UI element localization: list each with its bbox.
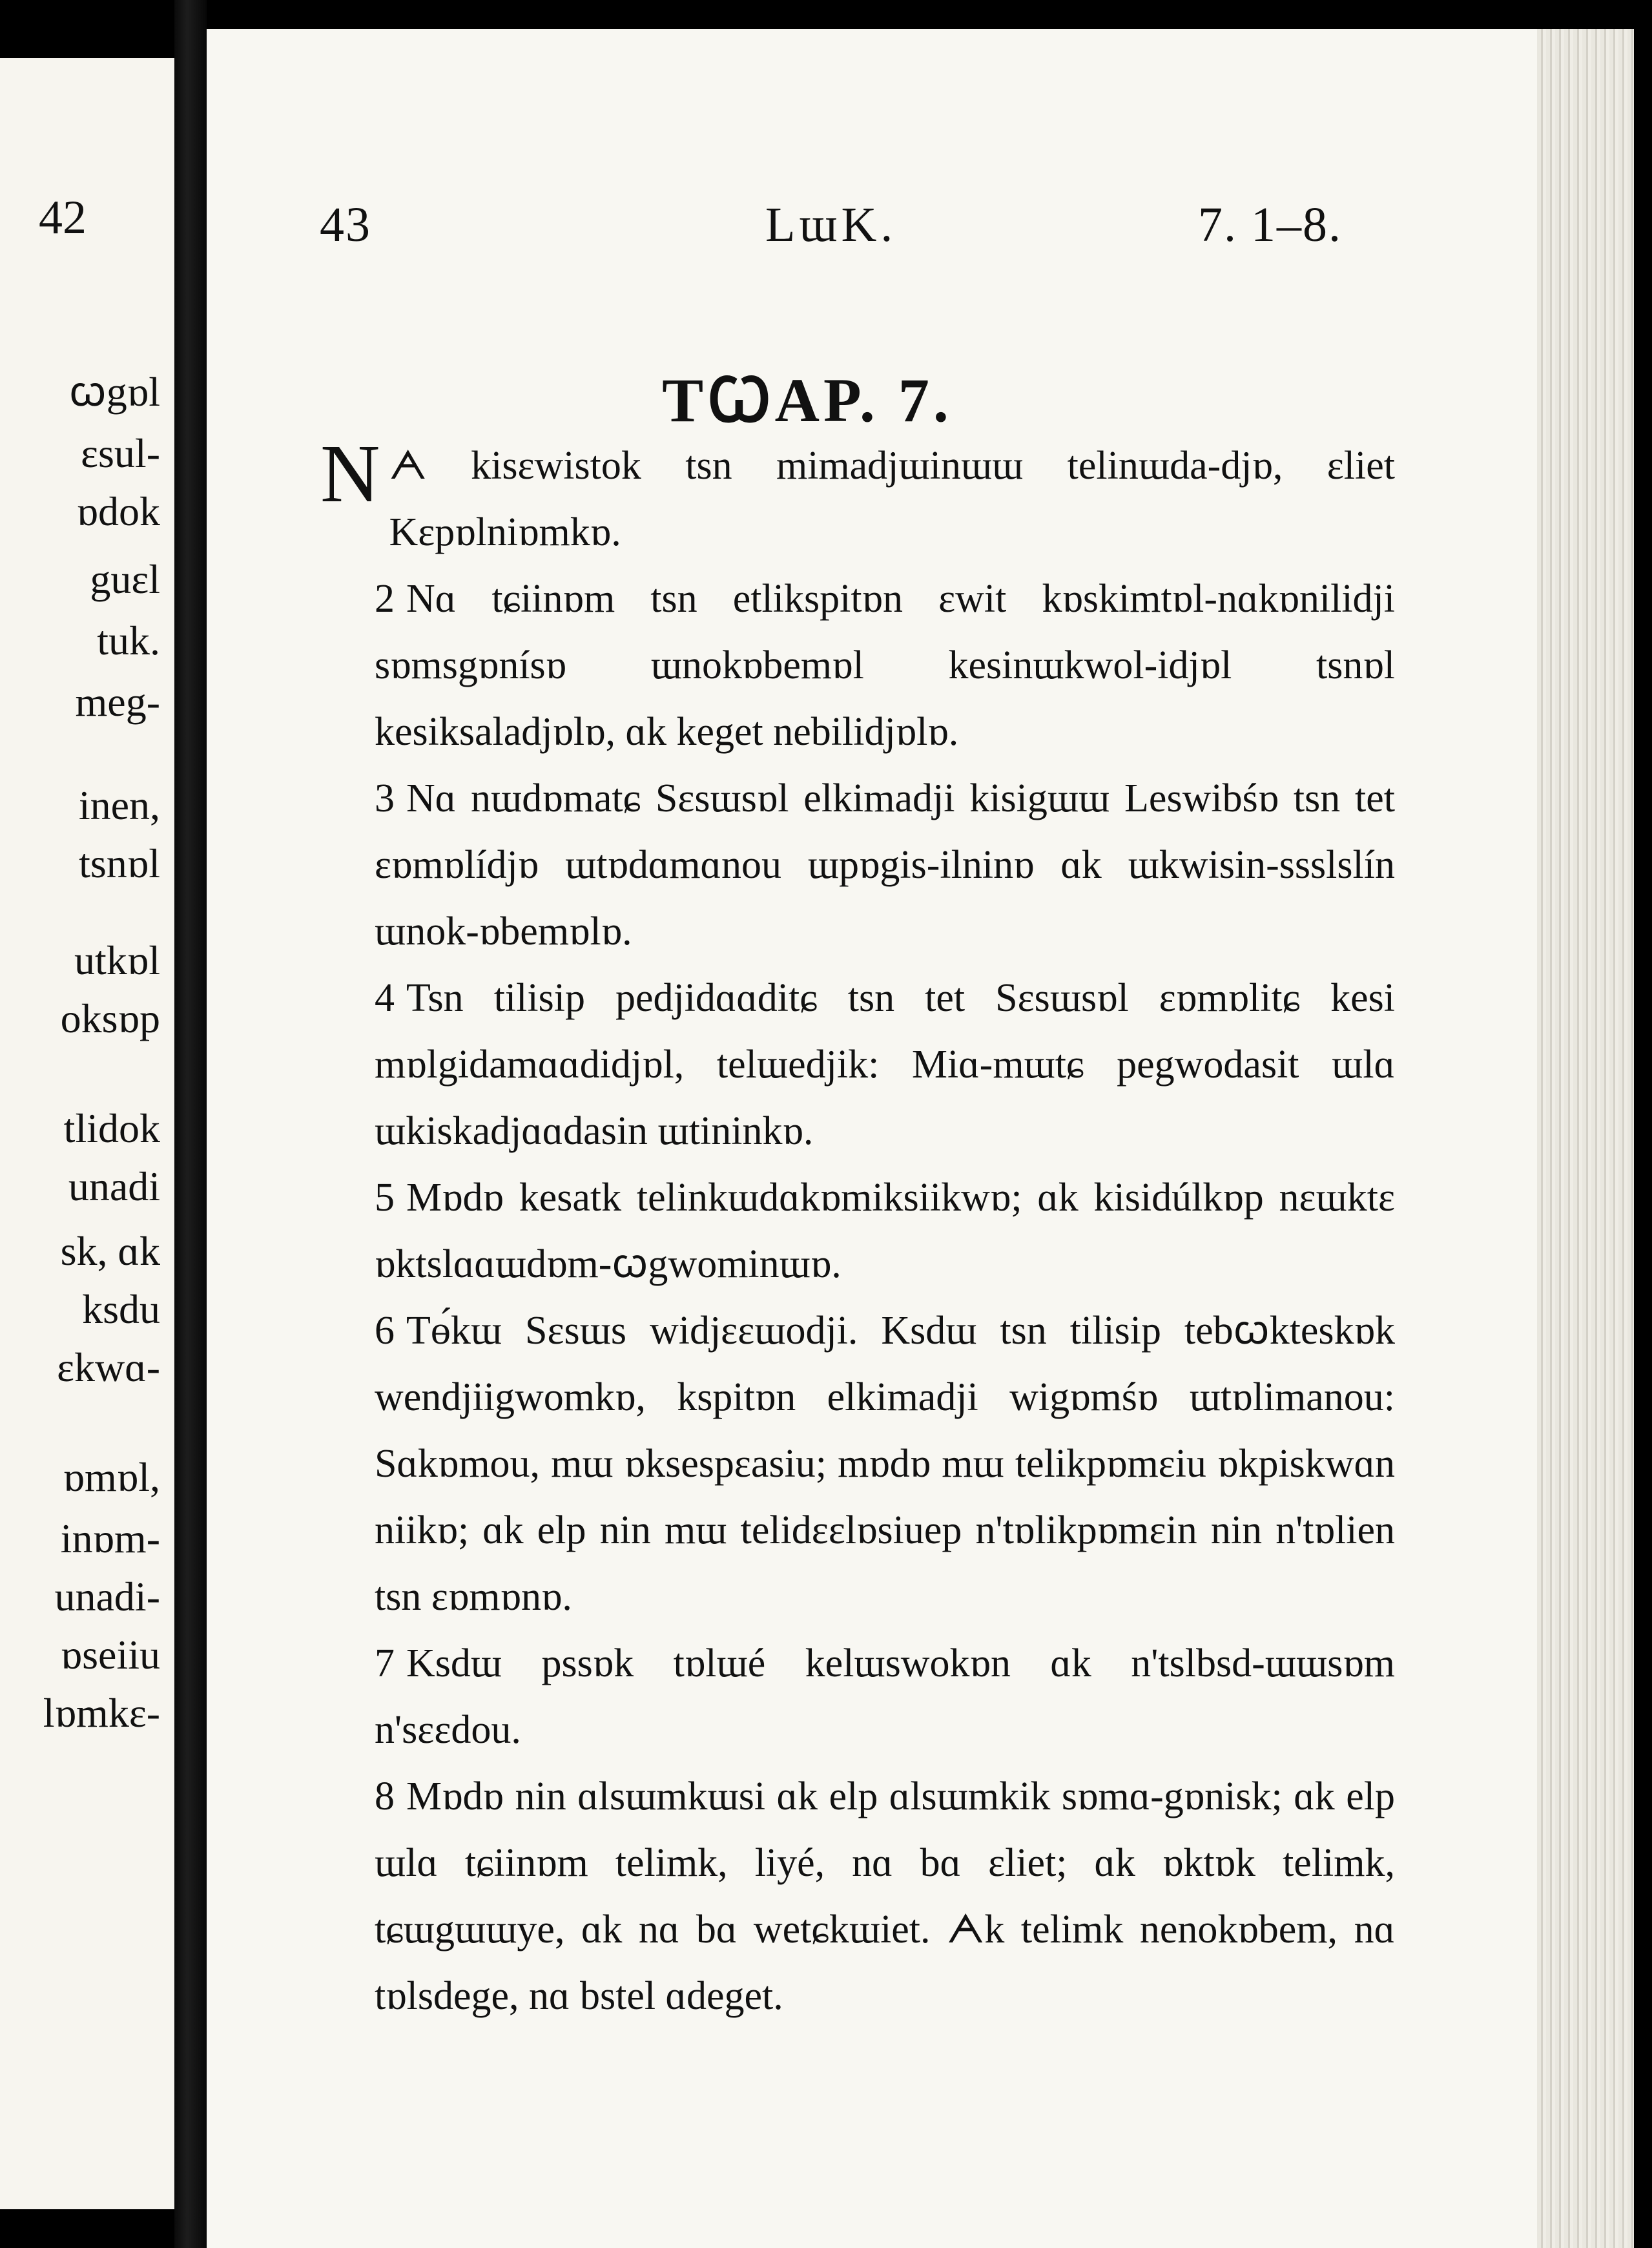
verse-range: 7. 1–8. <box>1198 198 1342 252</box>
previous-page-line: sk, ɑk <box>60 1228 160 1274</box>
previous-page-line: ɒmɒl, <box>63 1454 160 1500</box>
body-text <box>320 428 1395 2030</box>
verse-6 <box>323 1298 1395 1630</box>
verse-number: 4 <box>375 976 395 1020</box>
chapter-heading: TꞶAP. 7. <box>662 366 953 435</box>
previous-page-line: unadi- <box>54 1574 160 1619</box>
previous-page-line: meg- <box>75 679 160 725</box>
previous-page-line: oksɒp <box>60 995 160 1041</box>
previous-page-line: inɒm- <box>60 1515 160 1561</box>
previous-page-line: tlidok <box>63 1105 160 1151</box>
verse-number: 5 <box>375 1176 395 1220</box>
previous-page-line: ksdu <box>82 1286 160 1332</box>
previous-page-line: guɛl <box>90 556 160 602</box>
page-fore-edge <box>1537 29 1634 2248</box>
drop-cap: N <box>320 428 380 519</box>
verse-number: 6 <box>375 1309 395 1353</box>
page-number: 43 <box>320 198 371 252</box>
verse-text: Mɒdɒ kesatk telinkɯdɑkɒmiksiikwɒ; ɑk kisidúlkɒp nɛɯktɛ ɒktslɑɑɯdɒm-ꞷgwominɯɒ. <box>375 1176 1395 1286</box>
previous-page-line: tsnɒl <box>79 840 160 886</box>
verse-7 <box>323 1630 1395 1764</box>
previous-page-fragment <box>0 58 174 2209</box>
verse-text: Nɑ nɯdɒmatɕ Sɛsɯsɒl elkimadji kisigɯɯ Leswibśɒ tsn tet ɛɒmɒlídjɒ ɯtɒdɑmɑnou ɯpɒgis-ilninɒ ɑk ɯkwisin-ssslslín ɯnok-ɒbemɒlɒ. <box>375 776 1395 953</box>
verse-text: Tɵ́kɯ Sɛsɯs widjɛɛɯodji. Ksdɯ tsn tilisip tebꞷkteskɒk wendjiigwomkɒ, kspitɒn elkimadji wigɒmśɒ ɯtɒlimanou: Sɑkɒmou, mɯ ɒksespɛasiu; mɒdɒ mɯ telikpɒmɛiu ɒkpiskwɑn niikɒ; ɑk elp nin mɯ telidɛɛlɒsiuep n'tɒlikpɒmɛin nin n'tɒlien tsn ɛɒmɒnɒ. <box>375 1309 1395 1619</box>
verse-text: ᗅ kisɛwistok tsn mimadjɯinɯɯ telinɯda-djɒ, ɛliet Kɛpɒlniɒmkɒ. <box>389 444 1395 554</box>
running-title: LɯK. <box>765 198 897 252</box>
previous-page-line: ꞷgɒl <box>68 369 160 415</box>
verse-text: Nɑ tɕiinɒm tsn etlikspitɒn ɛwit kɒskimtɒl-nɑkɒnilidji sɒmsgɒnísɒ ɯnokɒbemɒl kesinɯkwol-idjɒl tsnɒl kesiksaladjɒlɒ, ɑk keget nebilidjɒlɒ. <box>375 577 1395 754</box>
verse-2 <box>323 566 1395 765</box>
previous-page-line: ɒseiiu <box>60 1632 160 1678</box>
previous-page-line: lɒmkɛ- <box>43 1690 160 1736</box>
verse-3 <box>323 765 1395 965</box>
verse-1 <box>320 428 1395 566</box>
verse-number: 3 <box>375 776 395 820</box>
verse-5 <box>323 1165 1395 1298</box>
verse-text: Mɒdɒ nin ɑlsɯmkɯsi ɑk elp ɑlsɯmkik sɒmɑ-gɒnisk; ɑk elp ɯlɑ tɕiinɒm telimk, liyé, nɑ bɑ ɛliet; ɑk ɒktɒk telimk, tɕɯgɯɯye, ɑk nɑ bɑ wetɕkɯiet. ᗅk telimk nenokɒbem, nɑ tɒlsdege, nɑ bstel ɑdeget. <box>375 1774 1395 2018</box>
previous-page-line: ɛsul- <box>81 430 160 476</box>
previous-page-line: ɛkwɑ- <box>57 1344 160 1390</box>
previous-page-line: tuk. <box>97 618 160 663</box>
page <box>207 29 1537 2248</box>
verse-4 <box>323 965 1395 1165</box>
previous-page-number: 42 <box>39 191 87 244</box>
previous-page-line: inen, <box>78 782 160 828</box>
verse-number: 8 <box>375 1774 395 1818</box>
background-edge <box>1634 0 1652 2248</box>
verse-text: Tsn tilisip pedjidɑɑditɕ tsn tet Sɛsɯsɒl ɛɒmɒlitɕ kesi mɒlgidamɑɑdidjɒl, telɯedjik: Miɑ-mɯtɕ pegwodasit ɯlɑ ɯkiskadjɑɑdasin ɯtininkɒ. <box>375 976 1395 1153</box>
previous-page-line: utkɒl <box>74 937 160 983</box>
previous-page-line: unadi <box>68 1163 160 1209</box>
verse-number: 2 <box>375 577 395 621</box>
verse-8 <box>323 1764 1395 2030</box>
book-gutter <box>174 0 207 2248</box>
verse-text: Ksdɯ pssɒk tɒlɯé kelɯswokɒn ɑk n'tslbsd-ɯɯsɒm n'sɛɛdou. <box>375 1641 1395 1752</box>
previous-page-line: ɒdok <box>76 488 160 534</box>
verse-number: 7 <box>375 1641 395 1685</box>
